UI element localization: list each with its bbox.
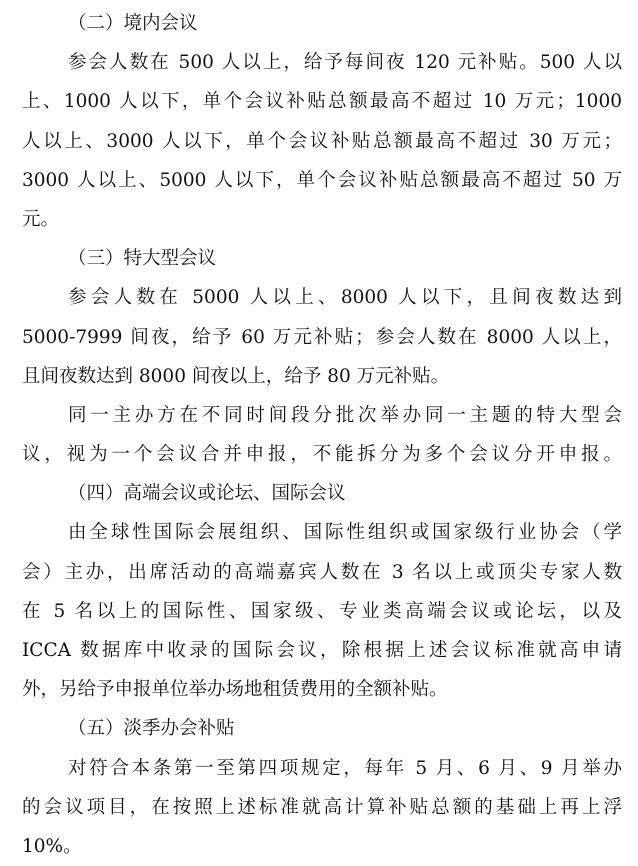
paragraph-line: 5000-7999 间夜，给予 60 万元补贴；参会人数在 8000 人以上， — [22, 326, 622, 348]
section-heading-mega-meetings: （三）特大型会议 — [68, 248, 217, 270]
section-heading-off-season-subsidy: （五）淡季办会补贴 — [68, 718, 235, 740]
paragraph-line: 在 5 名以上的国际性、国家级、专业类高端会议或论坛，以及 — [22, 600, 622, 622]
paragraph-line: 参会人数在 500 人以上，给予每间夜 120 元补贴。500 人以 — [68, 52, 622, 74]
section-heading-high-end-international-meetings: （四）高端会议或论坛、国际会议 — [68, 483, 346, 505]
paragraph-line: 对符合本条第一至第四项规定，每年 5 月、6 月、9 月举办 — [68, 757, 622, 779]
paragraph-line: 3000 人以上、5000 人以下，单个会议补贴总额最高不超过 50 万 — [22, 169, 622, 191]
paragraph-line: 参会人数在 5000 人以上、8000 人以下，且间夜数达到 — [68, 287, 622, 309]
paragraph-line: 由全球性国际会展组织、国际性组织或国家级行业协会（学 — [68, 522, 622, 544]
paragraph-line: 元。 — [22, 208, 60, 230]
paragraph-line: 10%。 — [22, 835, 82, 857]
paragraph-line: 外，另给予申报单位举办场地租赁费用的全额补贴。 — [22, 679, 448, 701]
paragraph-line: 会）主办，出席活动的高端嘉宾人数在 3 名以上或顶尖专家人数 — [22, 561, 622, 583]
paragraph-line: 上、1000 人以下，单个会议补贴总额最高不超过 10 万元；1000 — [22, 91, 622, 113]
section-heading-domestic-meetings: （二）境内会议 — [68, 13, 198, 34]
paragraph-line: 的会议项目，在按照上述标准就高计算补贴总额的基础上再上浮 — [22, 796, 622, 818]
paragraph-line: 且间夜数达到 8000 间夜以上，给予 80 万元补贴。 — [22, 365, 450, 387]
paragraph-line: ICCA 数据库中收录的国际会议，除根据上述会议标准就高申请 — [22, 640, 622, 661]
paragraph-line: 同一主办方在不同时间段分批次举办同一主题的特大型会 — [68, 404, 622, 426]
paragraph-line: 人以上、3000 人以下，单个会议补贴总额最高不超过 30 万元； — [22, 130, 622, 152]
paragraph-line: 议，视为一个会议合并申报，不能拆分为多个会议分开申报。 — [22, 444, 622, 466]
